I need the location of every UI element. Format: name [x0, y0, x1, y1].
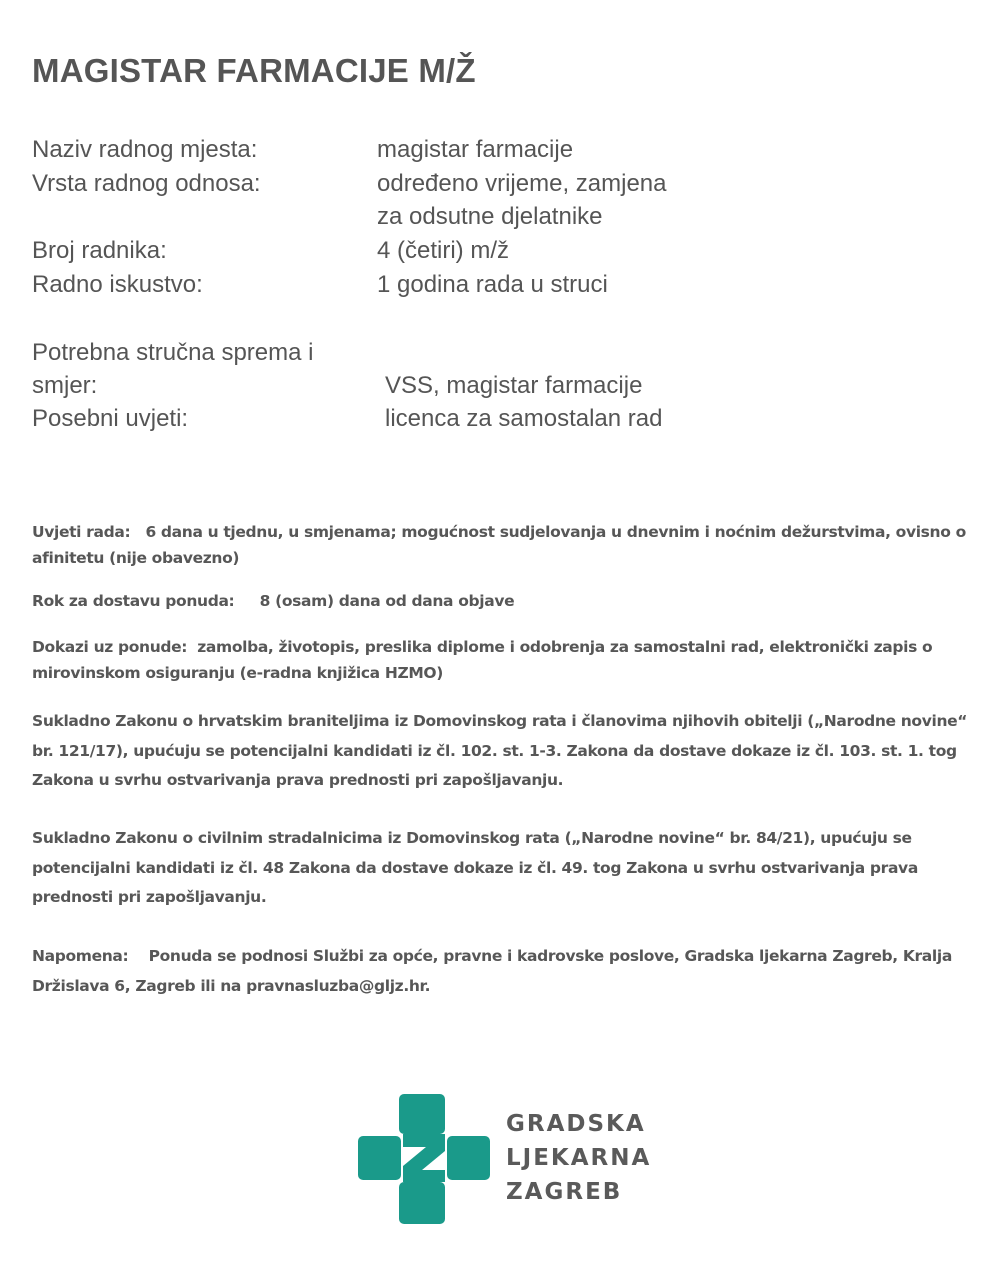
field-iskustvo-label: Radno iskustvo:	[32, 271, 203, 298]
uvjeti-rada-label: Uvjeti rada:	[32, 523, 146, 541]
pharmacy-cross-z-icon	[358, 1094, 490, 1224]
field-sprema-label-line1: Potrebna stručna sprema i	[32, 339, 314, 366]
field-uvjeti-value: licenca za samostalan rad	[385, 405, 663, 432]
logo-text-line1: GRADSKA	[506, 1111, 646, 1137]
napomena-text: Ponuda se podnosi Službi za opće, pravne i kadrovske poslove, Gradska ljekarna Zagreb, Kralja Držislava 6, Zagreb ili na pravnasluzba@gljz.hr.	[32, 947, 952, 995]
field-naziv-value: magistar farmacije	[377, 136, 574, 163]
stradalnici-paragraph: Sukladno Zakonu o civilnim stradalnicima iz Domovinskog rata („Narodne novine“ br. 84/21), upućuju se potencijalni kandidati iz čl. 48 Zakona da dostave dokaze iz čl. 49. tog Zakona u svrhu ostvarivanja prava prednosti pri zapošljavanju.	[32, 829, 918, 906]
field-iskustvo-value: 1 godina rada u struci	[377, 271, 608, 298]
field-sprema-value: VSS, magistar farmacije	[385, 372, 643, 399]
dokazi-label: Dokazi uz ponude:	[32, 638, 198, 656]
field-vrsta-value-line2: za odsutne djelatnike	[377, 203, 603, 230]
dokazi-paragraph	[32, 634, 977, 686]
uvjeti-rada-text: 6 dana u tjednu, u smjenama; mogućnost sudjelovanja u dnevnim i noćnim dežurstvima, ovisno o afinitetu (nije obavezno)	[32, 523, 966, 567]
branitelji-paragraph: Sukladno Zakonu o hrvatskim braniteljima iz Domovinskog rata i članovima njihovih obitelji („Narodne novine“ br. 121/17), upućuju se potencijalni kandidati iz čl. 102. st. 1-3. Zakona da dostave dokaze iz čl. 103. st. 1. tog Zakona u svrhu ostvarivanja prava prednosti pri zapošljavanju.	[32, 712, 968, 789]
field-uvjeti-label: Posebni uvjeti:	[32, 405, 189, 432]
field-vrsta-value-line1: određeno vrijeme, zamjena	[377, 170, 667, 197]
dokazi-text: zamolba, životopis, preslika diplome i odobrenja za samostalni rad, elektronički zapis o mirovinskom osiguranju (e-radna knjižica HZMO)	[32, 638, 933, 682]
logo-text-line3: ZAGREB	[506, 1179, 623, 1205]
napomena-label: Napomena:	[32, 947, 149, 965]
logo-text-line2: LJEKARNA	[506, 1145, 652, 1171]
rok-label: Rok za dostavu ponuda:	[32, 592, 260, 610]
field-vrsta-label: Vrsta radnog odnosa:	[32, 170, 261, 197]
page-title: MAGISTAR FARMACIJE M/Ž	[32, 52, 476, 89]
uvjeti-rada-paragraph	[32, 519, 977, 571]
napomena-paragraph	[32, 942, 977, 1001]
field-broj-label: Broj radnika:	[32, 237, 167, 264]
rok-text: 8 (osam) dana od dana objave	[259, 592, 515, 610]
field-broj-value: 4 (četiri) m/ž	[377, 237, 509, 264]
field-naziv-label: Naziv radnog mjesta:	[32, 136, 258, 163]
rok-paragraph	[32, 588, 977, 614]
field-sprema-label-line2: smjer:	[32, 372, 98, 399]
